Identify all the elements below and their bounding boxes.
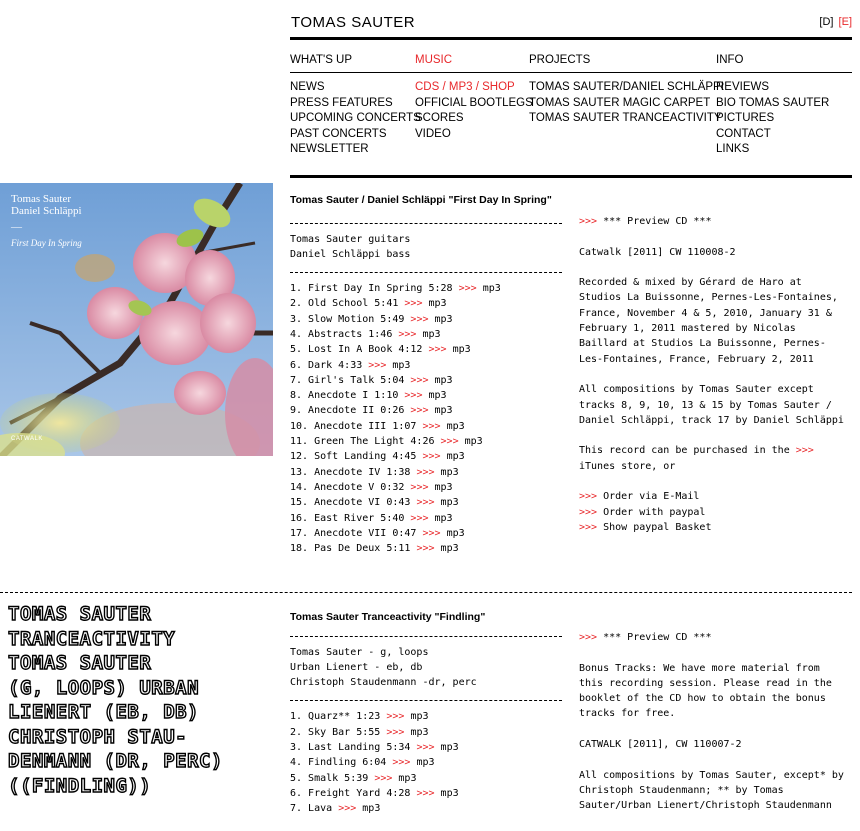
track-mp3-arrow[interactable]: >>> xyxy=(338,803,357,815)
track-mp3-arrow[interactable]: >>> xyxy=(410,405,429,417)
track-title: 12. Soft Landing 4:45 xyxy=(290,451,417,463)
album-cover-first-day-in-spring[interactable] xyxy=(0,183,273,456)
cover-line: TRANCEACTIVITY xyxy=(8,627,176,650)
track-mp3-link[interactable]: mp3 xyxy=(434,405,453,417)
track-title: 16. East River 5:40 xyxy=(290,512,405,524)
album1-title: Tomas Sauter / Daniel Schläppi "First Day In Spring" xyxy=(290,194,552,206)
nav-item-press-features[interactable]: PRESS FEATURES xyxy=(290,96,393,109)
album1-info xyxy=(579,214,849,535)
track-mp3-link[interactable]: mp3 xyxy=(452,344,471,356)
cover-text: Tomas Sauter Daniel Schläppi — First Day In Spring xyxy=(11,193,82,248)
track-mp3-link[interactable]: mp3 xyxy=(428,390,447,402)
cover-label: CATWALK xyxy=(11,436,43,442)
cover-title: First Day In Spring xyxy=(11,238,82,248)
album1-preview-cd[interactable]: *** Preview CD *** xyxy=(603,216,712,227)
track-title: 17. Anecdote VII 0:47 xyxy=(290,527,417,539)
order-paypal-arrow[interactable]: >>> xyxy=(579,506,598,518)
track-mp3-link[interactable]: mp3 xyxy=(422,328,441,340)
track-item xyxy=(290,403,562,418)
cover-line: (G, LOOPS) URBAN xyxy=(8,676,200,699)
track-title: 3. Last Landing 5:34 xyxy=(290,741,411,753)
track-mp3-arrow[interactable]: >>> xyxy=(398,328,417,340)
track-item xyxy=(290,296,562,311)
track-mp3-link[interactable]: mp3 xyxy=(410,711,429,723)
track-item xyxy=(290,725,562,740)
track-title: 6. Freight Yard 4:28 xyxy=(290,787,411,799)
nav-item-pictures[interactable]: PICTURES xyxy=(716,112,775,125)
track-item xyxy=(290,434,562,449)
album2-divider-1 xyxy=(290,636,562,637)
track-mp3-arrow[interactable]: >>> xyxy=(410,512,429,524)
cover-line: CHRISTOPH STAU- xyxy=(8,725,188,748)
track-mp3-link[interactable]: mp3 xyxy=(440,466,459,478)
track-mp3-arrow[interactable]: >>> xyxy=(416,466,435,478)
track-mp3-arrow[interactable]: >>> xyxy=(416,497,435,509)
track-mp3-arrow[interactable]: >>> xyxy=(440,436,459,448)
nav-item-scores[interactable]: SCORES xyxy=(415,112,464,125)
track-item xyxy=(290,541,562,556)
track-item xyxy=(290,373,562,388)
track-mp3-arrow[interactable]: >>> xyxy=(410,374,429,386)
track-title: 4. Abstracts 1:46 xyxy=(290,328,393,340)
preview-arrow[interactable]: >>> xyxy=(579,216,598,227)
album1-musician: Daniel Schläppi bass xyxy=(290,248,411,260)
album2-divider-2 xyxy=(290,700,562,701)
album2-title: Tomas Sauter Tranceactivity "Findling" xyxy=(290,611,486,623)
cover-line: DENMANN (DR, PERC) xyxy=(8,750,223,772)
track-mp3-arrow[interactable]: >>> xyxy=(422,420,441,432)
album1-divider-1 xyxy=(290,223,562,224)
track-item xyxy=(290,801,562,816)
track-item xyxy=(290,786,562,801)
album2-musician: Urban Lienert - eb, db xyxy=(290,661,423,673)
track-mp3-link[interactable]: mp3 xyxy=(446,527,465,539)
nav-item-contact[interactable]: CONTACT xyxy=(716,127,771,140)
nav-item-official-bootlegs[interactable]: OFFICIAL BOOTLEGS xyxy=(415,96,533,109)
track-title: 2. Old School 5:41 xyxy=(290,298,399,310)
track-mp3-link[interactable]: mp3 xyxy=(464,436,483,448)
order-paypal-link[interactable]: Order with paypal xyxy=(603,506,706,518)
track-mp3-link[interactable]: mp3 xyxy=(362,803,381,815)
album1-musician: Tomas Sauter guitars xyxy=(290,233,411,245)
album1-catalog: Catwalk [2011] CW 110008-2 xyxy=(579,246,736,258)
track-mp3-link[interactable]: mp3 xyxy=(434,313,453,325)
track-title: 3. Slow Motion 5:49 xyxy=(290,313,405,325)
track-mp3-arrow[interactable]: >>> xyxy=(428,344,447,356)
lang-de-link[interactable]: [D] xyxy=(819,16,834,28)
itunes-arrow[interactable]: >>> xyxy=(795,445,814,457)
track-item xyxy=(290,327,562,342)
nav-head-music[interactable]: MUSIC xyxy=(415,54,453,66)
section-separator xyxy=(0,592,852,593)
track-mp3-arrow[interactable]: >>> xyxy=(416,787,435,799)
track-mp3-link[interactable]: mp3 xyxy=(434,374,453,386)
nav-item-video[interactable]: VIDEO xyxy=(415,127,451,140)
nav-item-bio[interactable]: BIO TOMAS SAUTER xyxy=(716,96,830,109)
track-mp3-link[interactable]: mp3 xyxy=(410,726,429,738)
preview-arrow[interactable]: >>> xyxy=(579,632,598,643)
site-title[interactable]: TOMAS SAUTER xyxy=(291,14,416,31)
cover-lettering xyxy=(8,602,223,798)
track-title: 5. Smalk 5:39 xyxy=(290,772,369,784)
track-item xyxy=(290,281,562,296)
track-mp3-link[interactable]: mp3 xyxy=(440,497,459,509)
track-item xyxy=(290,480,562,495)
nav-item-reviews[interactable]: REVIEWS xyxy=(716,81,770,94)
track-title: 1. First Day In Spring 5:28 xyxy=(290,283,453,295)
cover-artist-2: Daniel Schläppi xyxy=(11,205,82,217)
track-title: 1. Quarz** 1:23 xyxy=(290,711,381,723)
album1-tracklist xyxy=(290,281,562,556)
track-mp3-arrow[interactable]: >>> xyxy=(422,527,441,539)
nav-music xyxy=(415,53,533,142)
album2-bonus-note: Bonus Tracks: We have more material from this recording session. Please read in the booklet of the CD how to obtain the bonus tracks for free. xyxy=(579,662,832,720)
track-mp3-arrow[interactable]: >>> xyxy=(392,757,411,769)
album2-details xyxy=(290,610,562,816)
track-title: 10. Anecdote III 1:07 xyxy=(290,420,417,432)
album1-purchase: This record can be purchased in the >>> iTunes store, or xyxy=(579,445,814,472)
nav-info xyxy=(716,53,829,157)
nav-projects xyxy=(529,53,724,127)
track-mp3-arrow[interactable]: >>> xyxy=(404,298,423,310)
cover-artist-1: Tomas Sauter xyxy=(11,193,72,205)
cover-line: LIENERT (EB, DB) xyxy=(8,701,200,723)
track-mp3-arrow[interactable]: >>> xyxy=(410,313,429,325)
paypal-basket-link[interactable]: Show paypal Basket xyxy=(603,521,712,533)
track-mp3-arrow[interactable]: >>> xyxy=(416,741,435,753)
nav-item-sauter-schlaeppi[interactable]: TOMAS SAUTER/DANIEL SCHLÄPPI xyxy=(529,81,724,94)
album2-compositions: All compositions by Tomas Sauter, except* by Christoph Staudenmann; ** by Tomas Sauter/Urban Lienert/Christoph Staudenmann xyxy=(579,769,844,812)
track-mp3-link[interactable]: mp3 xyxy=(440,543,459,555)
track-mp3-arrow[interactable]: >>> xyxy=(458,283,477,295)
album2-preview-cd[interactable]: *** Preview CD *** xyxy=(603,632,712,643)
album-cover-findling[interactable] xyxy=(0,602,273,802)
track-item xyxy=(290,358,562,373)
track-item xyxy=(290,388,562,403)
track-item xyxy=(290,342,562,357)
order-email-link[interactable]: Order via E-Mail xyxy=(603,491,700,503)
nav-item-cds-shop[interactable]: CDS / MP3 / SHOP xyxy=(415,81,515,94)
track-mp3-arrow[interactable]: >>> xyxy=(416,543,435,555)
nav-item-past-concerts[interactable]: PAST CONCERTS xyxy=(290,127,387,140)
album1-divider-2 xyxy=(290,272,562,273)
album2-info xyxy=(579,630,849,829)
order-email-arrow[interactable]: >>> xyxy=(579,491,598,503)
track-title: 14. Anecdote V 0:32 xyxy=(290,481,405,493)
track-item xyxy=(290,740,562,755)
track-item xyxy=(290,771,562,786)
track-title: 5. Lost In A Book 4:12 xyxy=(290,344,423,356)
track-mp3-link[interactable]: mp3 xyxy=(434,481,453,493)
track-mp3-arrow[interactable]: >>> xyxy=(368,359,387,371)
track-title: 8. Anecdote I 1:10 xyxy=(290,390,399,402)
header-rule xyxy=(290,37,852,40)
nav-bottom-rule xyxy=(290,175,852,178)
nav-item-magic-carpet[interactable]: TOMAS SAUTER MAGIC CARPET xyxy=(529,96,711,109)
album2-catalog: CATWALK [2011], CW 110007-2 xyxy=(579,739,742,751)
track-mp3-link[interactable]: mp3 xyxy=(428,298,447,310)
track-title: 6. Dark 4:33 xyxy=(290,359,363,371)
album2-tracklist xyxy=(290,709,562,816)
track-title: 7. Lava xyxy=(290,803,333,815)
track-item xyxy=(290,312,562,327)
track-mp3-arrow[interactable]: >>> xyxy=(386,726,405,738)
track-mp3-link[interactable]: mp3 xyxy=(434,512,453,524)
track-mp3-arrow[interactable]: >>> xyxy=(374,772,393,784)
track-title: 18. Pas De Deux 5:11 xyxy=(290,543,411,555)
track-mp3-arrow[interactable]: >>> xyxy=(404,390,423,402)
track-mp3-arrow[interactable]: >>> xyxy=(422,451,441,463)
track-title: 9. Anecdote II 0:26 xyxy=(290,405,405,417)
nav-item-newsletter[interactable]: NEWSLETTER xyxy=(290,143,369,156)
track-title: 15. Anecdote VI 0:43 xyxy=(290,497,411,509)
track-title: 13. Anecdote IV 1:38 xyxy=(290,466,411,478)
album1-compositions: All compositions by Tomas Sauter except tracks 8, 9, 10, 13 & 15 by Tomas Sauter / Daniel Schläppi, track 17 by Daniel Schläppi xyxy=(579,384,844,426)
nav-item-links[interactable]: LINKS xyxy=(716,143,750,156)
album2-musician: Tomas Sauter - g, loops xyxy=(290,646,429,658)
order-links xyxy=(579,489,849,535)
cover-line: TOMAS SAUTER xyxy=(8,603,152,625)
album2-musician: Christoph Staudenmann -dr, perc xyxy=(290,677,477,689)
track-mp3-arrow[interactable]: >>> xyxy=(386,711,405,723)
cover-line: ((FINDLING)) xyxy=(8,774,152,797)
lang-en-link[interactable]: [E] xyxy=(838,16,852,28)
track-item xyxy=(290,511,562,526)
track-title: 2. Sky Bar 5:55 xyxy=(290,726,381,738)
cover-line: TOMAS SAUTER xyxy=(8,652,152,674)
track-mp3-link[interactable]: mp3 xyxy=(392,359,411,371)
nav-head-info[interactable]: INFO xyxy=(716,54,744,66)
nav-item-news[interactable]: NEWS xyxy=(290,81,325,94)
nav-item-upcoming-concerts[interactable]: UPCOMING CONCERTS xyxy=(290,112,421,125)
paypal-basket-arrow[interactable]: >>> xyxy=(579,521,598,533)
track-mp3-link[interactable]: mp3 xyxy=(482,283,501,295)
nav-head-projects[interactable]: PROJECTS xyxy=(529,54,591,66)
track-item xyxy=(290,526,562,541)
track-mp3-link[interactable]: mp3 xyxy=(440,787,459,799)
track-item xyxy=(290,495,562,510)
track-mp3-link[interactable]: mp3 xyxy=(398,772,417,784)
track-mp3-link[interactable]: mp3 xyxy=(416,757,435,769)
track-item xyxy=(290,419,562,434)
track-title: 4. Findling 6:04 xyxy=(290,757,387,769)
track-title: 11. Green The Light 4:26 xyxy=(290,436,435,448)
nav-whats-up xyxy=(290,53,421,157)
itunes-link[interactable]: iTunes xyxy=(579,460,616,472)
track-mp3-link[interactable]: mp3 xyxy=(440,741,459,753)
language-switch xyxy=(817,16,852,28)
album1-recording-notes: Recorded & mixed by Gérard de Haro at Studios La Buissonne, Pernes-Les-Fontaines, France, November 4 & 5, 2010, January 31 & February 1, 2011 mastered by Nicolas Baillard at Studios La Buissonne, Pernes-Les-Fontaines, France, February 2, 2011 xyxy=(579,277,838,365)
track-item xyxy=(290,449,562,464)
track-mp3-arrow[interactable]: >>> xyxy=(410,481,429,493)
nav-item-tranceactivity[interactable]: TOMAS SAUTER TRANCEACTIVITY xyxy=(529,112,722,125)
nav-head-whats-up[interactable]: WHAT'S UP xyxy=(290,54,353,66)
track-item xyxy=(290,709,562,724)
track-item xyxy=(290,465,562,480)
album1-details xyxy=(290,193,562,556)
track-mp3-link[interactable]: mp3 xyxy=(446,420,465,432)
track-mp3-link[interactable]: mp3 xyxy=(446,451,465,463)
track-title: 7. Girl's Talk 5:04 xyxy=(290,374,405,386)
track-item xyxy=(290,755,562,770)
